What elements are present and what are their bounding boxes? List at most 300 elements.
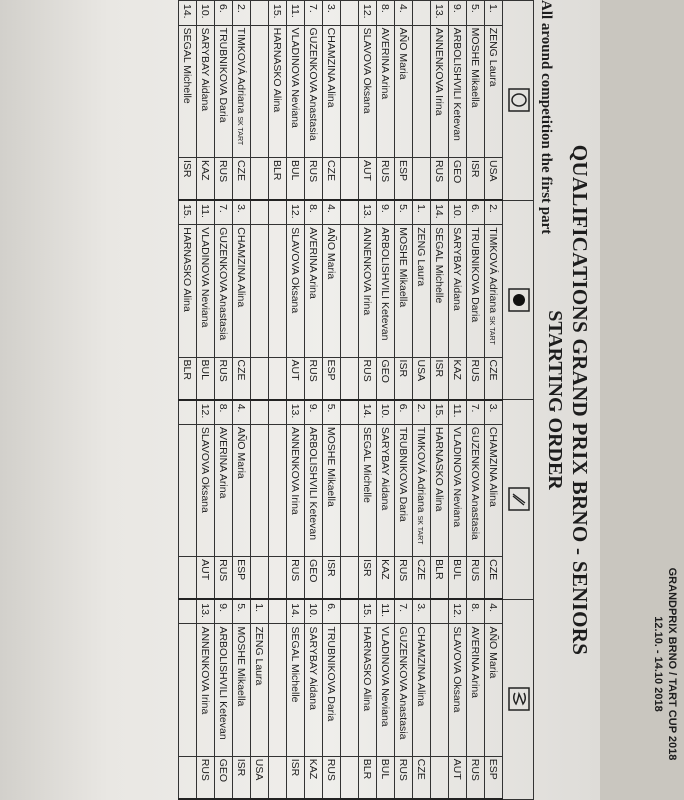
page-title: QUALIFICATIONS GRAND PRIX BRNO - SENIORS	[568, 144, 592, 656]
gymnast-name-text: ARBOLISHVILI Ketevan	[451, 27, 464, 141]
gymnast-name	[413, 25, 431, 157]
gymnast-name-text: VLADINOVA Neviana	[451, 426, 464, 528]
gymnast-name-text: SEGAL Michelle	[181, 27, 194, 104]
ribbon-icon	[509, 687, 531, 711]
gymnast-name	[305, 424, 323, 556]
start-number	[341, 400, 359, 425]
gymnast-name	[323, 25, 341, 157]
country-code	[341, 157, 359, 200]
start-number: 14.	[179, 1, 197, 26]
gymnast-name	[269, 624, 287, 756]
country-code: RUS	[215, 357, 233, 400]
gymnast-name-text: ZENG Laura	[253, 626, 266, 686]
start-number: 15.	[269, 1, 287, 26]
table-row	[449, 1, 467, 800]
gymnast-name-text: ZENG Laura	[415, 227, 428, 287]
gymnast-name	[323, 225, 341, 357]
start-number	[341, 1, 359, 26]
gymnast-name-text: MOSHE Mikaella	[469, 27, 482, 108]
country-code: CZE	[485, 357, 503, 400]
country-code	[341, 557, 359, 600]
gymnast-name	[467, 624, 485, 756]
country-code	[251, 157, 269, 200]
club-note: SK TART	[488, 315, 496, 345]
country-code: GEO	[377, 357, 395, 400]
gymnast-name	[287, 424, 305, 556]
start-number: 2.	[233, 1, 251, 26]
gymnast-name-text: CHAMZINA Alina	[325, 27, 338, 108]
starting-order-table	[178, 0, 534, 800]
start-number: 15.	[431, 400, 449, 425]
gymnast-name-text: MOSHE Mikaella	[397, 227, 410, 308]
start-number	[269, 400, 287, 425]
gymnast-name	[197, 424, 215, 556]
start-number: 4.	[323, 200, 341, 225]
gymnast-name	[233, 25, 251, 157]
start-number: 9.	[305, 400, 323, 425]
country-code	[269, 557, 287, 600]
start-number	[269, 200, 287, 225]
gymnast-name	[233, 624, 251, 756]
gymnast-name	[431, 225, 449, 357]
country-code	[341, 357, 359, 400]
gymnast-name-text: ARBOLISHVILI Ketevan	[307, 426, 320, 541]
start-number: 13.	[431, 1, 449, 26]
start-number: 10.	[377, 400, 395, 425]
start-number: 6.	[215, 1, 233, 26]
start-number: 4.	[485, 599, 503, 624]
start-number: 14.	[359, 400, 377, 425]
gymnast-name-text: SARYBAY Aidana	[379, 426, 392, 511]
start-number: 8.	[377, 1, 395, 26]
gymnast-name-text: GUZENKOVA Anastasia	[307, 27, 320, 141]
gymnast-name	[395, 424, 413, 556]
gymnast-name	[197, 624, 215, 756]
gymnast-name-text: ZENG Laura	[487, 27, 500, 87]
gymnast-name-text: CHAMZINA Alina	[487, 426, 500, 507]
gymnast-name	[179, 624, 197, 756]
gymnast-name	[449, 424, 467, 556]
country-code: RUS	[323, 756, 341, 799]
country-code	[179, 557, 197, 600]
country-code: BUL	[449, 557, 467, 600]
country-code: RUS	[305, 157, 323, 200]
gymnast-name	[323, 424, 341, 556]
gymnast-name	[287, 25, 305, 157]
gymnast-name-text: CHAMZINA Alina	[415, 626, 428, 707]
gymnast-name-text: HARNASKO Alina	[361, 626, 374, 712]
gymnast-name	[197, 225, 215, 357]
gymnast-name	[287, 624, 305, 756]
gymnast-name-text: HARNASKO Alina	[433, 426, 446, 512]
gymnast-name-text: SEGAL Michelle	[289, 626, 302, 703]
start-number: 2.	[485, 200, 503, 225]
country-code: RUS	[431, 157, 449, 200]
start-number: 9.	[449, 1, 467, 26]
country-code: AUT	[197, 557, 215, 600]
gymnast-name	[179, 424, 197, 556]
gymnast-name-text: ANNENKOVA Irina	[361, 227, 374, 316]
table-row	[179, 1, 197, 800]
country-code: RUS	[305, 357, 323, 400]
start-number: 10.	[449, 200, 467, 225]
starting-order-body	[179, 1, 503, 800]
country-code: CZE	[413, 557, 431, 600]
country-code: RUS	[395, 557, 413, 600]
table-row	[305, 1, 323, 800]
gymnast-name-text: SLAVOVA Oksana	[199, 426, 212, 513]
clubs-column-header	[503, 400, 534, 600]
country-code: ISR	[179, 157, 197, 200]
start-number: 14.	[431, 200, 449, 225]
start-number: 1.	[413, 200, 431, 225]
country-code: USA	[251, 756, 269, 799]
gymnast-name-text: ARBOLISHVILI Ketevan	[217, 626, 230, 740]
country-code: CZE	[485, 557, 503, 600]
country-code: BLR	[431, 557, 449, 600]
start-number: 13.	[359, 200, 377, 225]
gymnast-name-text: ANNENKOVA Irina	[199, 626, 212, 715]
start-number: 11.	[197, 200, 215, 225]
start-number: 14.	[287, 599, 305, 624]
gymnast-name	[269, 225, 287, 357]
country-code: BUL	[197, 357, 215, 400]
country-code: AUT	[287, 357, 305, 400]
country-code: GEO	[305, 557, 323, 600]
country-code	[269, 756, 287, 799]
country-code	[413, 157, 431, 200]
country-code: USA	[413, 357, 431, 400]
gymnast-name	[485, 424, 503, 556]
table-row	[287, 1, 305, 800]
gymnast-name-text: TIMKOVÁ Adriana	[487, 227, 500, 314]
start-number: 9.	[377, 200, 395, 225]
clubs-icon	[509, 487, 531, 511]
gymnast-name	[467, 25, 485, 157]
table-row	[431, 1, 449, 800]
country-code: RUS	[287, 557, 305, 600]
start-number: 4.	[233, 400, 251, 425]
start-number: 3.	[323, 1, 341, 26]
gymnast-name	[341, 225, 359, 357]
table-row	[467, 1, 485, 800]
country-code: CZE	[413, 756, 431, 799]
gymnast-name	[431, 424, 449, 556]
gymnast-name	[215, 624, 233, 756]
table-row	[251, 1, 269, 800]
start-number: 1.	[251, 599, 269, 624]
country-code: ISR	[323, 557, 341, 600]
gymnast-name	[413, 424, 431, 556]
start-number: 13.	[287, 400, 305, 425]
table-row	[197, 1, 215, 800]
gymnast-name	[287, 225, 305, 357]
club-note: SK TART	[416, 515, 424, 545]
gymnast-name-text: SLAVOVA Oksana	[289, 227, 302, 314]
gymnast-name	[215, 225, 233, 357]
start-number: 7.	[395, 599, 413, 624]
hoop-column-header	[503, 1, 534, 201]
gymnast-name	[251, 225, 269, 357]
gymnast-name-text: TRUBNIKOVA Daria	[397, 426, 410, 522]
start-number: 3.	[413, 599, 431, 624]
gymnast-name	[233, 225, 251, 357]
country-code: CZE	[233, 157, 251, 200]
gymnast-name	[359, 225, 377, 357]
ribbon-column-header	[503, 599, 534, 799]
gymnast-name	[431, 624, 449, 756]
start-number	[341, 599, 359, 624]
country-code: CZE	[323, 157, 341, 200]
gymnast-name-text: GUZENKOVA Anastasia	[397, 626, 410, 740]
gymnast-name-text: SARYBAY Aidana	[199, 27, 212, 112]
gymnast-name	[449, 225, 467, 357]
ball-icon	[509, 288, 531, 312]
country-code	[251, 357, 269, 400]
start-number: 10.	[197, 1, 215, 26]
table-row	[377, 1, 395, 800]
start-number	[251, 200, 269, 225]
country-code: BUL	[377, 756, 395, 799]
country-code: ISR	[467, 157, 485, 200]
gymnast-name	[215, 25, 233, 157]
gymnast-name	[413, 225, 431, 357]
start-number: 6.	[395, 400, 413, 425]
country-code: RUS	[197, 756, 215, 799]
gymnast-name-text: GUZENKOVA Anastasia	[217, 227, 230, 341]
gymnast-name-text: VLADINOVA Neviana	[289, 27, 302, 128]
country-code: RUS	[215, 557, 233, 600]
club-note: SK TART	[236, 116, 244, 146]
country-code: RUS	[395, 756, 413, 799]
gymnast-name-text: SARYBAY Aidana	[451, 227, 464, 311]
country-code: ISR	[287, 756, 305, 799]
gymnast-name	[449, 624, 467, 756]
start-number: 10.	[305, 599, 323, 624]
start-number	[269, 599, 287, 624]
start-number: 5.	[395, 200, 413, 225]
gymnast-name-text: GUZENKOVA Anastasia	[469, 426, 482, 540]
gymnast-name-text: AÑO Maria	[325, 227, 338, 280]
gymnast-name-text: SLAVOVA Oksana	[451, 626, 464, 713]
gymnast-name-text: MOSHE Mikaella	[325, 426, 338, 507]
country-code: ESP	[485, 756, 503, 799]
country-code: BLR	[359, 756, 377, 799]
gymnast-name	[269, 424, 287, 556]
start-number: 12.	[359, 1, 377, 26]
country-code	[341, 756, 359, 799]
start-number: 13.	[197, 599, 215, 624]
hoop-icon	[509, 88, 531, 112]
table-row	[269, 1, 287, 800]
gymnast-name	[485, 25, 503, 157]
apparatus-header-row	[503, 1, 534, 800]
gymnast-name-text: HARNASKO Alina	[271, 27, 284, 113]
gymnast-name	[413, 624, 431, 756]
gymnast-name	[305, 25, 323, 157]
country-code: ISR	[395, 357, 413, 400]
country-code: RUS	[359, 357, 377, 400]
country-code	[269, 357, 287, 400]
gymnast-name-text: CHAMZINA Alina	[235, 227, 248, 308]
gymnast-name	[449, 25, 467, 157]
start-number: 12.	[197, 400, 215, 425]
country-code: RUS	[467, 357, 485, 400]
gymnast-name-text: TIMKOVÁ Adriana	[415, 426, 428, 513]
country-code: ISR	[233, 756, 251, 799]
start-number	[179, 400, 197, 425]
gymnast-name	[485, 624, 503, 756]
gymnast-name	[341, 624, 359, 756]
start-number: 1.	[485, 1, 503, 26]
gymnast-name-text: ANNENKOVA Irina	[289, 426, 302, 515]
gymnast-name	[341, 25, 359, 157]
country-code: ISR	[431, 357, 449, 400]
event-name: GRANDPRIX BRNO / TART CUP 2018	[666, 567, 678, 761]
gymnast-name-text: AVERINA Arina	[379, 27, 392, 100]
gymnast-name	[341, 424, 359, 556]
gymnast-name	[467, 424, 485, 556]
gymnast-name-text: TRUBNIKOVA Daria	[469, 227, 482, 323]
country-code: USA	[485, 157, 503, 200]
gymnast-name-text: TRUBNIKOVA Daria	[325, 626, 338, 722]
table-row	[233, 1, 251, 800]
country-code: CZE	[233, 357, 251, 400]
gymnast-name-text: SEGAL Michelle	[433, 227, 446, 304]
start-number: 8.	[215, 400, 233, 425]
gymnast-name-text: AVERINA Arina	[469, 626, 482, 699]
gymnast-name-text: SEGAL Michelle	[361, 426, 374, 503]
start-number	[179, 599, 197, 624]
start-number: 5.	[467, 1, 485, 26]
start-number: 12.	[449, 599, 467, 624]
country-code: KAZ	[197, 157, 215, 200]
country-code: BLR	[179, 357, 197, 400]
gymnast-name	[269, 25, 287, 157]
ball-column-header	[503, 200, 534, 400]
start-number: 5.	[233, 599, 251, 624]
start-number	[341, 200, 359, 225]
event-dates: 12.10. - 14.10 2018	[652, 616, 664, 712]
gymnast-name	[305, 225, 323, 357]
table-row	[485, 1, 503, 800]
gymnast-name	[215, 424, 233, 556]
country-code: BUL	[287, 157, 305, 200]
table-row	[359, 1, 377, 800]
country-code: KAZ	[377, 557, 395, 600]
gymnast-name-text: HARNASKO Alina	[181, 227, 194, 312]
country-code: KAZ	[305, 756, 323, 799]
gymnast-name-text: AVERINA Arina	[217, 426, 230, 499]
start-number: 8.	[305, 200, 323, 225]
country-code: ESP	[323, 357, 341, 400]
start-number: 9.	[215, 599, 233, 624]
start-number: 11.	[377, 599, 395, 624]
gymnast-name	[377, 225, 395, 357]
country-code: RUS	[467, 557, 485, 600]
country-code: ESP	[395, 157, 413, 200]
start-number: 7.	[215, 200, 233, 225]
gymnast-name	[251, 25, 269, 157]
gymnast-name-text: SLAVOVA Oksana	[361, 27, 374, 114]
start-number: 11.	[287, 1, 305, 26]
start-number: 15.	[179, 200, 197, 225]
gymnast-name	[179, 225, 197, 357]
gymnast-name	[251, 624, 269, 756]
start-number: 11.	[449, 400, 467, 425]
gymnast-name	[377, 624, 395, 756]
start-number: 3.	[485, 400, 503, 425]
gymnast-name	[431, 25, 449, 157]
gymnast-name	[233, 424, 251, 556]
start-number: 7.	[467, 400, 485, 425]
gymnast-name	[395, 225, 413, 357]
start-number	[431, 599, 449, 624]
start-number: 5.	[323, 400, 341, 425]
gymnast-name	[305, 624, 323, 756]
gymnast-name	[485, 225, 503, 357]
start-number	[251, 1, 269, 26]
gymnast-name-text: VLADINOVA Neviana	[199, 227, 212, 328]
start-number: 8.	[467, 599, 485, 624]
gymnast-name	[359, 424, 377, 556]
gymnast-name	[377, 25, 395, 157]
table-row	[323, 1, 341, 800]
gymnast-name-text: ARBOLISHVILI Ketevan	[379, 227, 392, 341]
gymnast-name	[251, 424, 269, 556]
start-number	[251, 400, 269, 425]
country-code: AUT	[449, 756, 467, 799]
start-number: 7.	[305, 1, 323, 26]
country-code	[251, 557, 269, 600]
country-code: GEO	[215, 756, 233, 799]
gymnast-name	[467, 225, 485, 357]
table-row	[215, 1, 233, 800]
gymnast-name-text: ANNENKOVA Irina	[433, 27, 446, 116]
country-code: GEO	[449, 157, 467, 200]
start-number: 6.	[467, 200, 485, 225]
gymnast-name-text: SARYBAY Aidana	[307, 626, 320, 710]
country-code: RUS	[215, 157, 233, 200]
gymnast-name-text: TRUBNIKOVA Daria	[217, 27, 230, 123]
gymnast-name	[395, 25, 413, 157]
gymnast-name-text: AÑO Maria	[487, 626, 500, 679]
gymnast-name-text: TIMKOVÁ Adriana	[235, 27, 248, 114]
page-subtitle: STARTING ORDER	[544, 310, 566, 490]
gymnast-name-text: MOSHE Mikaella	[235, 626, 248, 707]
gymnast-name	[359, 624, 377, 756]
start-number: 12.	[287, 200, 305, 225]
gymnast-name-text: AÑO Maria	[397, 27, 410, 80]
start-number	[413, 1, 431, 26]
gymnast-name-text: AVERINA Arina	[307, 227, 320, 299]
gymnast-name	[323, 624, 341, 756]
table-row	[395, 1, 413, 800]
start-number: 6.	[323, 599, 341, 624]
country-code: KAZ	[449, 357, 467, 400]
country-code: RUS	[377, 157, 395, 200]
country-code: ISR	[359, 557, 377, 600]
start-number: 3.	[233, 200, 251, 225]
gymnast-name-text: VLADINOVA Neviana	[379, 626, 392, 727]
country-code: BLR	[269, 157, 287, 200]
country-code: RUS	[467, 756, 485, 799]
gymnast-name	[395, 624, 413, 756]
country-code: ESP	[233, 557, 251, 600]
gymnast-name-text: AÑO Maria	[235, 426, 248, 479]
table-row	[413, 1, 431, 800]
gymnast-name	[377, 424, 395, 556]
